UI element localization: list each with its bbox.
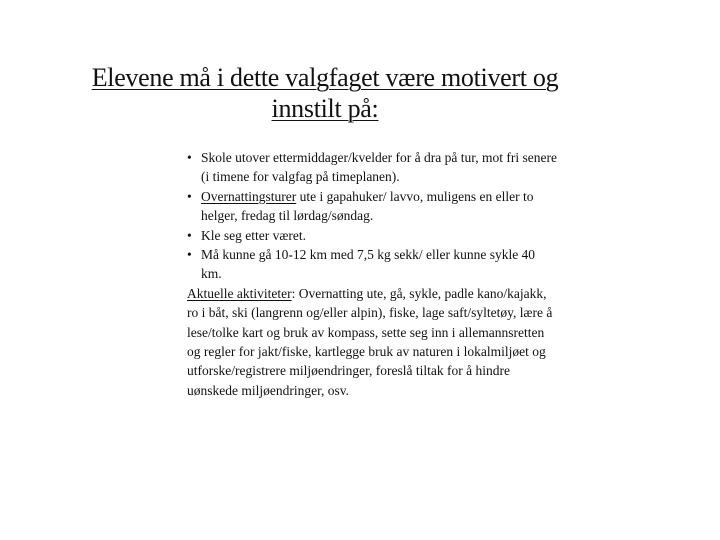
bullet-icon: • <box>187 247 192 263</box>
list-item-text: Skole utover ettermiddager/kvelder for å dra på tur, mot fri senere (i timene for valgfag på timeplanen). <box>201 150 557 185</box>
activities-label: Aktuelle aktiviteter <box>187 285 292 301</box>
list-item-text: Må kunne gå 10-12 km med 7,5 kg sekk/ eller kunne sykle 40 km. <box>201 247 536 282</box>
list-item-text: Kle seg etter været. <box>201 227 306 243</box>
bullet-icon: • <box>187 150 192 165</box>
list-item <box>187 148 557 187</box>
list-item-lead: Overnattingsturer <box>201 188 297 204</box>
bullet-icon: • <box>187 188 192 204</box>
slide-title <box>40 62 610 124</box>
activities-text: : Overnatting ute, gå, sykle, padle kano/kajakk, ro i båt, ski (langrenn og/eller alpin), fiske, lage saft/syltetøy, lære å lese/tolke kart og bruk av kompass, sette seg inn i allemannsretten og regler for jakt/fiske, kartlegge bruk av naturen i lokalmiljøet og utforske/registrere miljøendringer, foreslå tiltak for å hindre uønskede miljøendringer, osv. <box>187 285 553 398</box>
slide-title-line-2: innstilt på: <box>271 94 379 123</box>
slide-body <box>187 148 557 400</box>
slide-title-line-1: Elevene må i dette valgfaget være motivert og <box>91 63 559 92</box>
list-item <box>187 226 557 245</box>
bullet-icon: • <box>187 227 192 243</box>
requirements-list <box>187 148 557 284</box>
list-item-text: ute i gapahuker/ lavvo, muligens en eller to helger, fredag til lørdag/søndag. <box>201 188 534 224</box>
list-item <box>187 187 557 226</box>
activities-paragraph <box>187 284 557 400</box>
list-item <box>187 245 557 284</box>
